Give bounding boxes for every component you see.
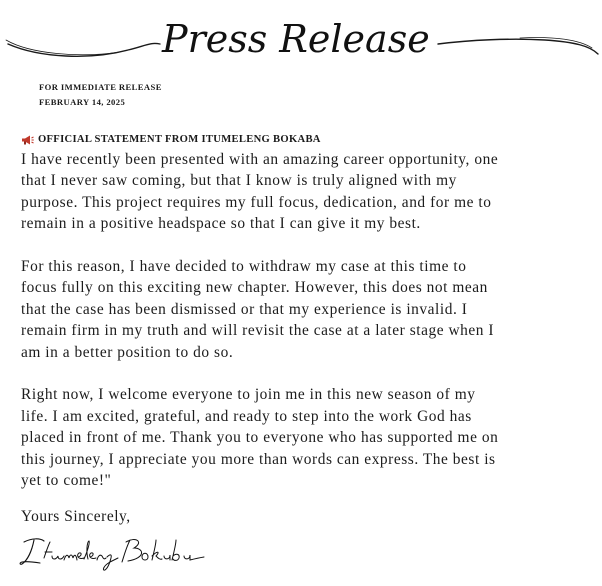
statement-heading <box>21 134 321 145</box>
statement-heading-text: OFFICIAL STATEMENT FROM ITUMELENG BOKABA <box>38 134 321 145</box>
handwritten-signature <box>18 532 208 572</box>
header-flourish <box>0 0 602 74</box>
press-release-header <box>0 0 602 74</box>
paragraph-3: Right now, I welcome everyone to join me in this new season of my life. I am excited, grateful, and ready to step into the work God has placed in front of me. Thank you to everyone who has supported me on this journey, I appreciate you more than words can express. The best is yet to come!" <box>21 386 499 490</box>
press-release-title: Press Release <box>162 17 430 61</box>
release-date: FEBRUARY 14, 2025 <box>39 97 126 107</box>
sign-off: Yours Sincerely, <box>21 508 131 525</box>
paragraph-2: For this reason, I have decided to withdraw my case at this time to focus fully on this exciting new chapter. However, this does not mean that the case has been dismissed or that my experience is invalid. I remain firm in my truth and will revisit the case at a later stage when I am in a better position to do so. <box>21 258 495 361</box>
release-meta <box>39 80 162 110</box>
paragraph-1: I have recently been presented with an amazing career opportunity, one that I never saw coming, but that I know is truly aligned with my purpose. This project requires my full focus, dedication, and for me to remain in a positive headspace so that I can give it my best. <box>21 151 499 233</box>
release-line: FOR IMMEDIATE RELEASE <box>39 82 162 92</box>
statement-body <box>21 149 591 513</box>
megaphone-icon <box>21 135 34 145</box>
